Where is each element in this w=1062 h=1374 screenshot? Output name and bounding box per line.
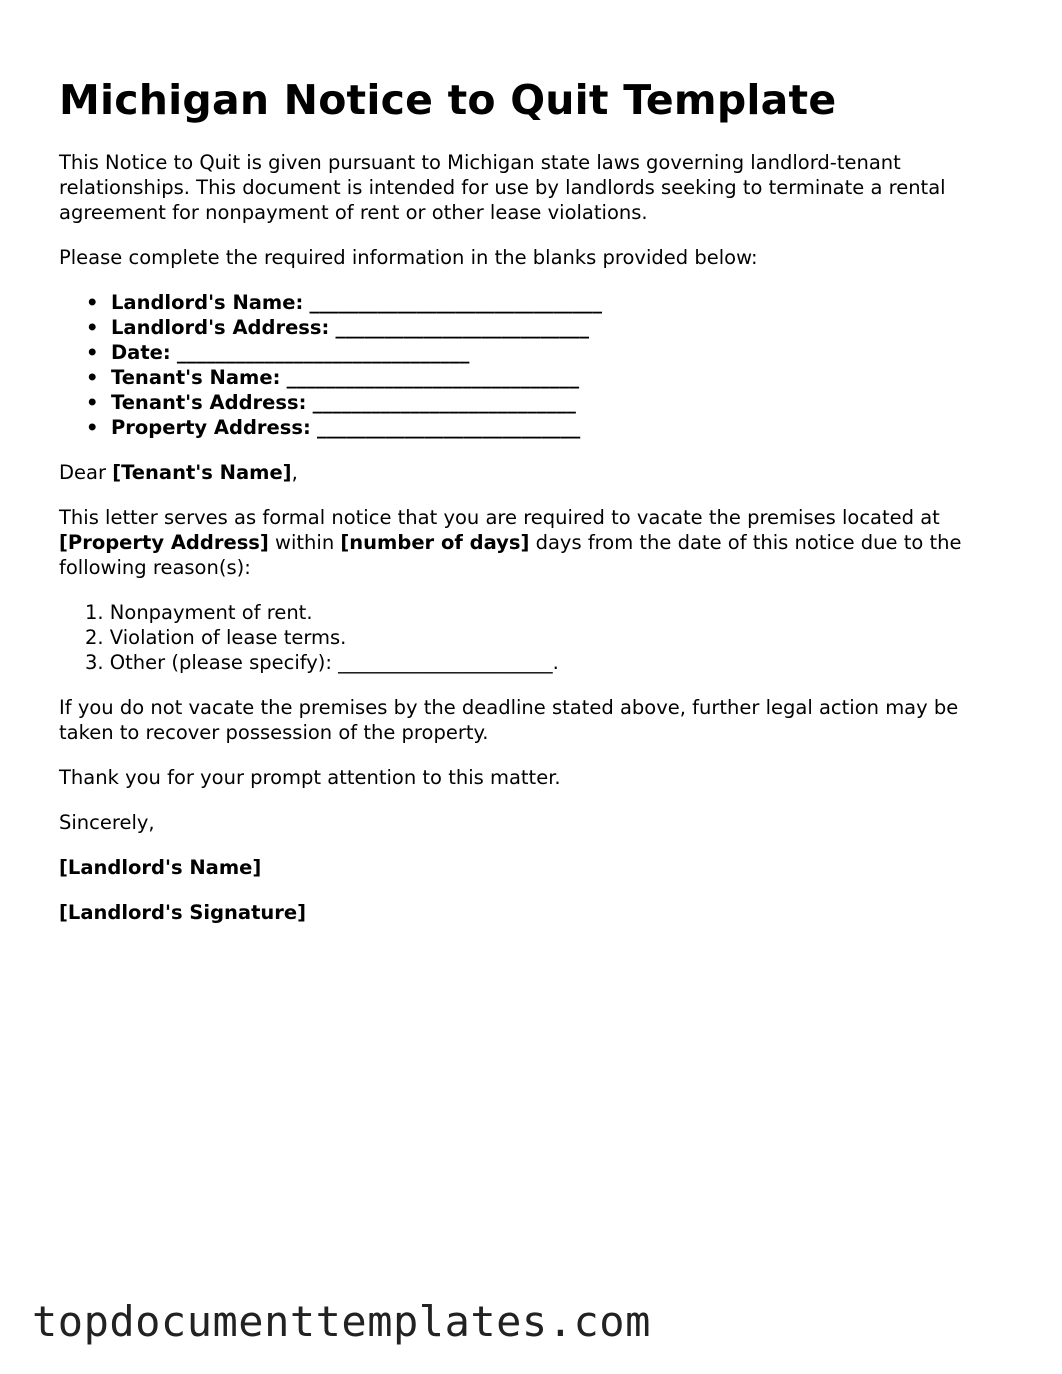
bullet-icon: •: [86, 316, 99, 339]
reason-item: 2. Violation of lease terms.: [85, 626, 347, 649]
field-blank: ______________________________: [309, 291, 602, 314]
field-label: Tenant's Address:: [111, 391, 307, 414]
field-date: [86, 340, 1009, 365]
notice-paragraph: [59, 505, 1009, 580]
field-label: Property Address:: [111, 416, 311, 439]
reason-item: 3. Other (please specify): ______________________.: [85, 651, 559, 674]
bullet-icon: •: [86, 341, 99, 364]
field-landlord-name: [86, 290, 1009, 315]
field-landlord-address: [86, 315, 1009, 340]
field-blank: ______________________________: [286, 366, 580, 389]
thanks-paragraph: Thank you for your prompt attention to this matter.: [59, 766, 561, 789]
field-property-address: [86, 415, 1009, 440]
warning-paragraph: If you do not vacate the premises by the deadline stated above, further legal action may be taken to recover possession of the property.: [59, 696, 959, 744]
instructions-paragraph: Please complete the required information in the blanks provided below:: [59, 246, 758, 269]
intro-paragraph: This Notice to Quit is given pursuant to Michigan state laws governing landlord-tenant relationships. This document is intended for use by landlords seeking to terminate a rental agreement for nonpayment of rent or other lease violations.: [59, 151, 946, 224]
notice-text-2: within: [268, 531, 341, 554]
field-blank: ___________________________: [312, 391, 576, 414]
reason-item: 1. Nonpayment of rent.: [85, 601, 313, 624]
bullet-icon: •: [86, 291, 99, 314]
tenant-name-placeholder: [Tenant's Name]: [112, 461, 292, 484]
closing: Sincerely,: [59, 811, 155, 834]
field-label: Date:: [111, 341, 171, 364]
fields-list: [59, 290, 1009, 440]
field-blank: __________________________: [335, 316, 590, 339]
document-page: [59, 72, 1009, 945]
field-blank: ______________________________: [176, 341, 470, 364]
bullet-icon: •: [86, 391, 99, 414]
field-tenant-address: [86, 390, 1009, 415]
bullet-icon: •: [86, 366, 99, 389]
landlord-signature-placeholder: [Landlord's Signature]: [59, 901, 307, 924]
field-label: Landlord's Address:: [111, 316, 330, 339]
field-tenant-name: [86, 365, 1009, 390]
field-label: Tenant's Name:: [111, 366, 281, 389]
number-of-days-placeholder: [number of days]: [340, 531, 530, 554]
watermark: topdocumenttemplates.com: [32, 1297, 651, 1346]
bullet-icon: •: [86, 416, 99, 439]
salutation-suffix: ,: [291, 461, 298, 484]
field-label: Landlord's Name:: [111, 291, 304, 314]
reasons-list: [59, 600, 1009, 675]
salutation-prefix: Dear: [59, 461, 113, 484]
notice-text-1: This letter serves as formal notice that you are required to vacate the premises located at: [59, 506, 940, 529]
property-address-placeholder: [Property Address]: [59, 531, 269, 554]
salutation: [59, 460, 1009, 485]
landlord-name-placeholder: [Landlord's Name]: [59, 856, 262, 879]
notice-text-3: days from the date of this notice due to the following reason(s):: [59, 531, 962, 579]
page-title: Michigan Notice to Quit Template: [59, 76, 837, 124]
field-blank: ___________________________: [317, 416, 581, 439]
